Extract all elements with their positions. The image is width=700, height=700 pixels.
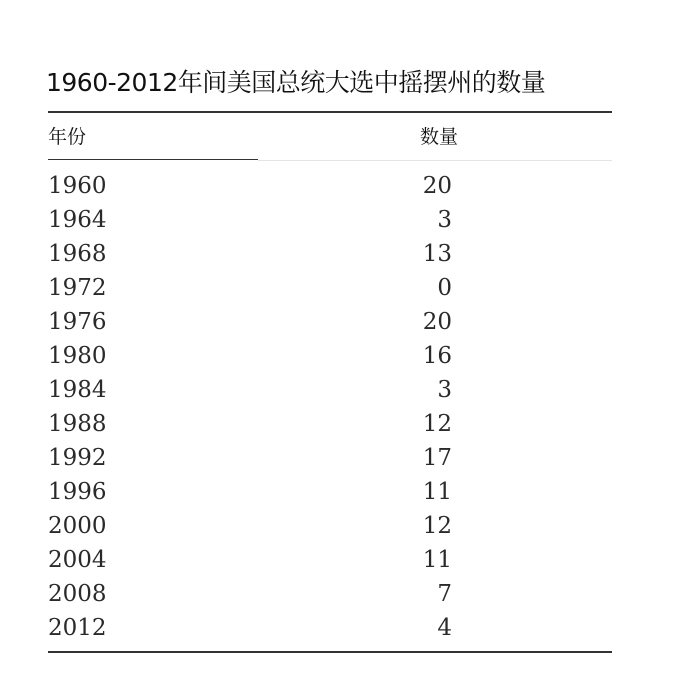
year-cell: 1992 <box>48 445 107 471</box>
year-cell: 1976 <box>48 309 107 335</box>
column-header-year: 年份 <box>48 126 87 148</box>
year-cell: 2004 <box>48 547 107 573</box>
bottom-rule <box>48 651 612 653</box>
count-cell: 3 <box>437 377 452 403</box>
count-cell: 12 <box>422 513 452 539</box>
year-cell: 1972 <box>48 275 107 301</box>
table-row <box>48 169 612 203</box>
count-cell: 11 <box>422 479 452 505</box>
count-cell: 11 <box>422 547 452 573</box>
table-row <box>48 543 612 577</box>
count-cell: 7 <box>437 581 452 607</box>
count-cell: 3 <box>437 207 452 233</box>
count-cell: 0 <box>437 275 452 301</box>
table-row <box>48 271 612 305</box>
table-row <box>48 577 612 611</box>
year-cell: 1996 <box>48 479 107 505</box>
table-row <box>48 509 612 543</box>
table-row <box>48 475 612 509</box>
count-cell: 4 <box>437 615 452 641</box>
year-cell: 2000 <box>48 513 107 539</box>
count-cell: 17 <box>422 445 452 471</box>
count-cell: 20 <box>422 309 452 335</box>
column-header-count: 数量 <box>420 126 459 148</box>
table-body <box>48 169 612 645</box>
table-row <box>48 407 612 441</box>
count-cell: 20 <box>422 173 452 199</box>
table-row <box>48 611 612 645</box>
count-cell: 16 <box>422 343 452 369</box>
year-cell: 1964 <box>48 207 107 233</box>
year-cell: 1984 <box>48 377 107 403</box>
year-cell: 2008 <box>48 581 107 607</box>
table-row <box>48 203 612 237</box>
table-title: 1960-2012年间美国总统大选中摇摆州的数量 <box>46 68 546 97</box>
table-row <box>48 305 612 339</box>
header-rule-year <box>48 159 258 160</box>
table-row <box>48 339 612 373</box>
year-cell: 1968 <box>48 241 107 267</box>
table-row <box>48 441 612 475</box>
count-cell: 12 <box>422 411 452 437</box>
year-cell: 1960 <box>48 173 107 199</box>
table-row <box>48 373 612 407</box>
top-rule <box>48 111 612 113</box>
count-cell: 13 <box>422 241 452 267</box>
table-row <box>48 237 612 271</box>
year-cell: 1988 <box>48 411 107 437</box>
year-cell: 1980 <box>48 343 107 369</box>
header-rule-count <box>258 160 612 161</box>
year-cell: 2012 <box>48 615 107 641</box>
